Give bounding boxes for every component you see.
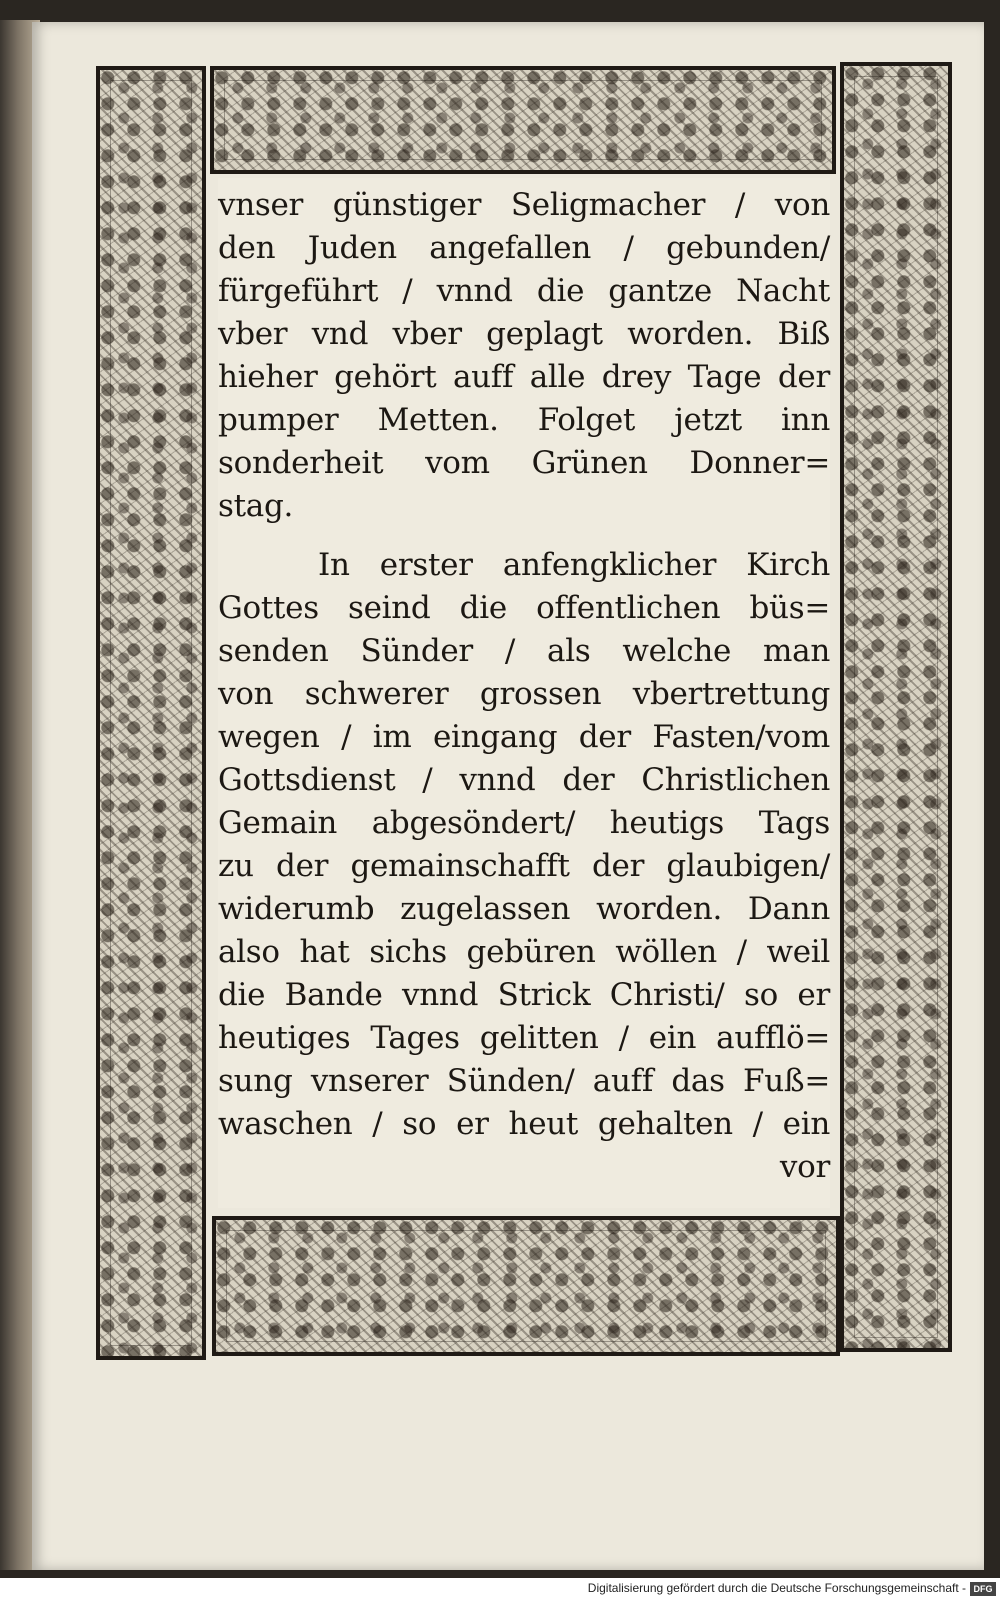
footer-credit: Digitalisierung gefördert durch die Deutsche Forschungsgemeinschaft - xyxy=(587,1581,966,1595)
woodcut-border-bottom xyxy=(212,1216,840,1356)
digitization-footer xyxy=(0,1578,1000,1602)
text-line: Gottes seind die offentlichen büs= xyxy=(218,590,830,626)
text-line: heutiges Tages gelitten / ein aufflö= xyxy=(218,1020,830,1056)
woodcut-border-top xyxy=(210,66,836,174)
woodcut-border-left xyxy=(96,66,206,1360)
catchword: vor xyxy=(779,1149,830,1185)
text-line: von schwerer grossen vbertrettung xyxy=(218,676,830,712)
text-line: senden Sünder / als welche man xyxy=(218,633,830,669)
text-line: widerumb zugelassen worden. Dann xyxy=(218,891,830,927)
text-line: stag. xyxy=(218,488,294,524)
text-line: sung vnserer Sünden/ auff das Fuß= xyxy=(218,1063,830,1099)
text-line: wegen / im eingang der Fasten/vom xyxy=(218,719,830,755)
text-line: vnser günstiger Seligmacher / von xyxy=(218,187,830,223)
paragraph-start-line: In erster anfengklicher Kirch xyxy=(318,547,830,583)
text-line: die Bande vnnd Strick Christi/ so er xyxy=(218,977,830,1013)
text-line: Gottsdienst / vnnd der Christlichen xyxy=(218,762,830,798)
text-line: vber vnd vber geplagt worden. Biß xyxy=(218,316,830,352)
text-line: sonderheit vom Grünen Donner= xyxy=(218,445,830,481)
text-line: hieher gehört auff alle drey Tage der xyxy=(218,359,830,395)
text-line: zu der gemainschafft der glaubigen/ xyxy=(218,848,830,884)
text-line: waschen / so er heut gehalten / ein xyxy=(218,1106,830,1142)
woodcut-border-right xyxy=(840,62,952,1352)
text-line: also hat sichs gebüren wöllen / weil xyxy=(218,934,830,970)
text-block xyxy=(218,178,830,1208)
text-line: den Juden angefallen / gebunden/ xyxy=(218,230,830,266)
text-line: Gemain abgesöndert/ heutigs Tags xyxy=(218,805,830,841)
text-line: pumper Metten. Folget jetzt inn xyxy=(218,402,830,438)
dfg-logo: DFG xyxy=(970,1582,996,1596)
text-line: fürgeführt / vnnd die gantze Nacht xyxy=(218,273,830,309)
